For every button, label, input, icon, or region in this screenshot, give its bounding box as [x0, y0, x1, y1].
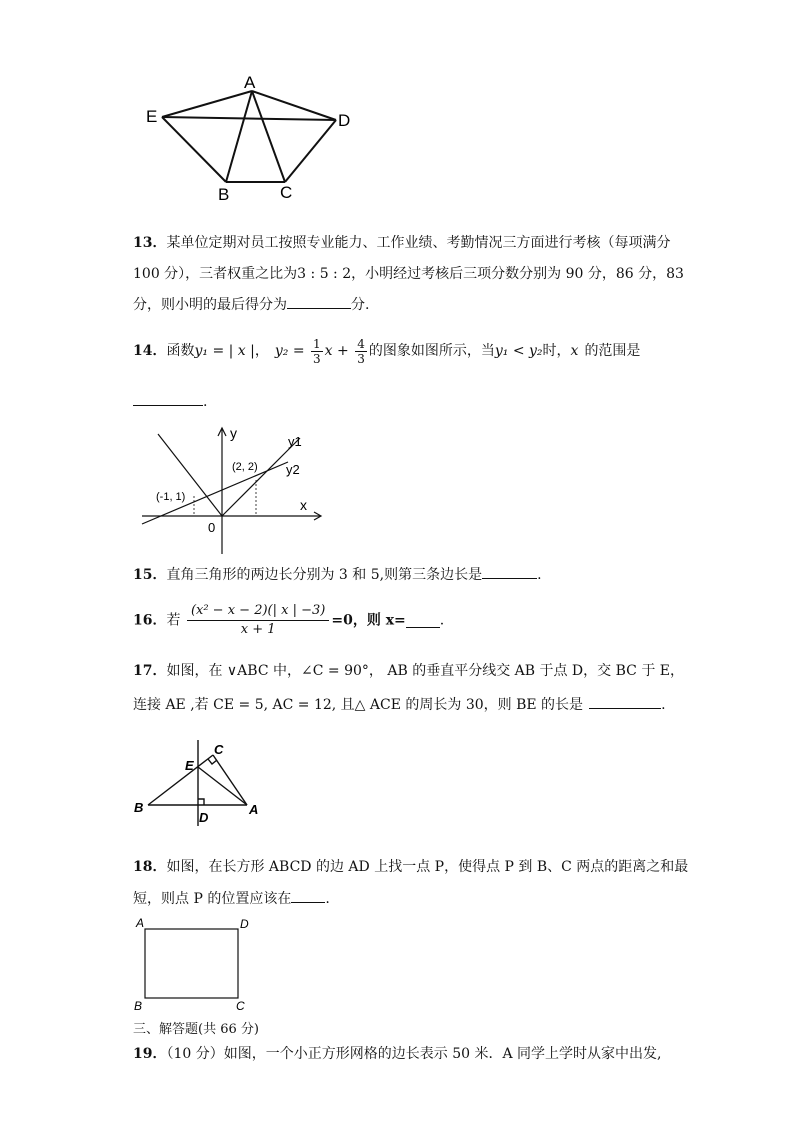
condition: y₁ < y₂: [494, 343, 543, 359]
question-text: 分.: [351, 297, 370, 313]
question-text: 时，: [542, 343, 571, 359]
x-axis-label: x: [300, 497, 307, 513]
label-d: D: [338, 111, 351, 130]
label-a: A: [249, 802, 259, 817]
question-text: 如图，在长方形 ABCD 的边 AD 上找一点 P，使得点 P 到 B、C 两点的距离之和最: [166, 859, 689, 875]
edge-ad: [252, 91, 336, 120]
question-text: 的图象如图所示，当: [368, 343, 495, 359]
fraction-four-thirds: $\frac{4}{3}$: [357, 336, 365, 366]
label-d: D: [199, 810, 209, 825]
segment-ea: [198, 767, 247, 805]
label-c: C: [214, 742, 224, 757]
edge-eb: [162, 117, 226, 182]
figure-right-triangle: [130, 736, 270, 828]
question-19: [133, 1040, 661, 1068]
answer-blank[interactable]: [482, 564, 537, 579]
question-text: ，小明经过考核后三项分数分别为 90 分，86 分，83: [351, 266, 684, 282]
figure-function-graph: [138, 424, 328, 556]
function-y1: y₁ = | x |: [194, 343, 255, 359]
weight-ratio: 3 : 5 : 2: [297, 266, 352, 282]
question-text: 若: [166, 612, 181, 629]
question-14: 14．函数y₁ = | x |， y₂ = $\frac{1}{3}$ x + $\frac{4}{3}$ 的图象如图所示，当y₁ < y₂时，x 的范围是: [133, 336, 641, 366]
edge-ea: [162, 91, 252, 117]
question-number: 15．: [133, 567, 167, 583]
term-x: x +: [324, 343, 349, 359]
question-number: 17．: [133, 663, 167, 679]
figure-rectangle-abcd: [130, 914, 260, 1014]
question-text: 100 分），三者权重之比为: [133, 266, 298, 282]
right-angle-mark-d: [198, 799, 204, 805]
denominator: x + 1: [240, 622, 276, 637]
question-text: 连接 AE ,若 CE = 5, AC = 12, 且△ ACE 的周长为 30，则 BE 的长是: [133, 697, 584, 713]
segment-ca: [213, 755, 247, 805]
function-y2: y₂ =: [274, 343, 305, 359]
question-15: [133, 561, 542, 589]
question-text: =0，则 x=: [331, 612, 406, 629]
question-number: 13．: [133, 235, 167, 251]
question-number: 18．: [133, 859, 167, 875]
label-b: B: [134, 800, 144, 815]
question-text: 的范围是: [584, 343, 641, 359]
label-d: D: [240, 917, 249, 931]
period: .: [661, 697, 666, 713]
question-number: 16．: [133, 612, 167, 629]
answer-blank[interactable]: [589, 694, 661, 709]
question-text: 函数: [166, 343, 195, 359]
period: .: [203, 394, 208, 410]
rectangle-abcd: [145, 929, 238, 998]
question-18: [133, 851, 688, 915]
figure-pentagon-aedcb: [140, 70, 370, 205]
answer-blank[interactable]: [287, 294, 351, 309]
question-text: 分，则小明的最后得分为: [133, 297, 287, 313]
question-number: 19．: [133, 1046, 167, 1062]
label-b: B: [218, 185, 230, 204]
edge-ed: [162, 117, 336, 120]
question-13: [133, 229, 684, 319]
fraction-one-third: $\frac{1}{3}$: [313, 336, 321, 366]
section-header-solutions: 三、解答题(共 66 分): [133, 1022, 259, 1037]
variable-x: x: [570, 343, 579, 359]
period: .: [325, 891, 330, 907]
answer-blank[interactable]: [291, 888, 325, 903]
y2-label: y2: [286, 462, 300, 477]
question-17: [133, 654, 684, 722]
question-text: （10 分）如图，一个小正方形网格的边长表示 50 米．A 同学上学时从家中出发,: [166, 1046, 662, 1062]
equation-fraction: [187, 602, 329, 639]
answer-blank[interactable]: [133, 391, 203, 406]
label-e: E: [146, 107, 158, 126]
period: .: [537, 567, 542, 583]
question-text: 直角三角形的两边长分别为 3 和 5,则第三条边长是: [166, 567, 483, 583]
origin-label: 0: [208, 520, 216, 535]
label-c: C: [236, 999, 245, 1013]
label-a: A: [244, 73, 256, 92]
label-e: E: [185, 758, 194, 773]
point-label-p1: (-1, 1): [156, 491, 186, 503]
label-b: B: [134, 999, 143, 1013]
edge-ac: [252, 91, 285, 182]
question-text: 某单位定期对员工按照专业能力、工作业绩、考勤情况三方面进行考核（每项满分: [166, 235, 671, 251]
y1-label: y1: [288, 434, 302, 449]
question-text: 如图，在 ∨ABC 中，∠C = 90°， AB 的垂直平分线交 AB 于点 D，交 BC 于 E，: [166, 663, 684, 679]
question-number: 14．: [133, 343, 167, 359]
numerator: (x² − x − 2)(| x | −3): [187, 602, 329, 621]
label-c: C: [280, 183, 293, 202]
edge-dc: [285, 120, 336, 182]
edge-ab: [226, 91, 252, 182]
question-16: [133, 602, 444, 639]
answer-blank[interactable]: [406, 613, 440, 628]
question-text: 短，则点 P 的位置应该在: [133, 891, 292, 907]
point-label-p2: (2, 2): [232, 461, 258, 473]
question-14-answer-line: [133, 388, 207, 416]
label-a: A: [136, 916, 145, 930]
graph-y1-right: [222, 438, 300, 516]
y-axis-label: y: [230, 425, 237, 441]
period: .: [439, 612, 445, 629]
segment-bc: [148, 755, 213, 805]
